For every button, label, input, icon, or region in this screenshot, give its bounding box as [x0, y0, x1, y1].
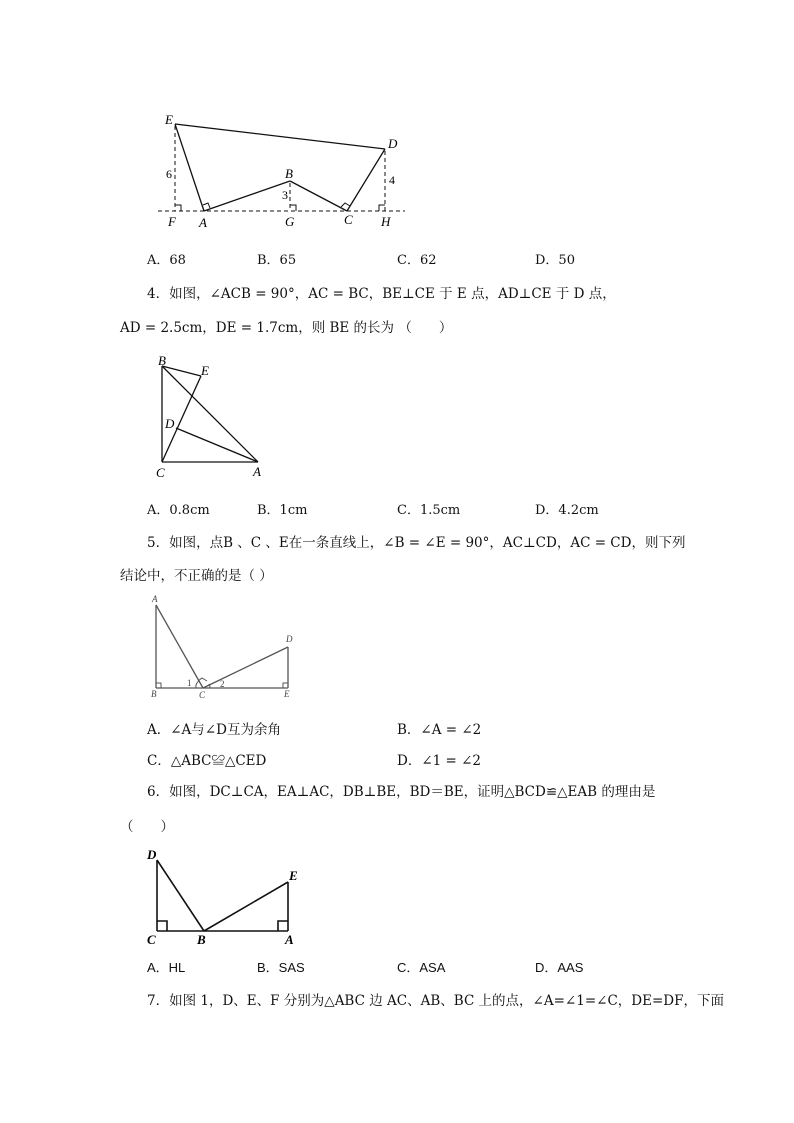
label-E: E: [165, 112, 173, 127]
q3-option-d: D．50: [535, 253, 575, 268]
length-DH: 4: [389, 173, 395, 187]
length-BG: 3: [282, 188, 288, 202]
q3-option-b: B．65: [257, 253, 297, 268]
label-E: E: [201, 363, 209, 378]
label-C: C: [147, 932, 156, 947]
label-A: A: [253, 464, 261, 479]
label-B: B: [151, 689, 157, 699]
label-H: H: [381, 214, 391, 229]
q6-option-c: C．ASA: [397, 960, 446, 975]
q4-option-c: C．1.5cm: [397, 503, 461, 518]
label-C: C: [156, 465, 165, 480]
label-D: D: [165, 416, 175, 431]
label-E: E: [284, 689, 290, 699]
q4-text-line1: 4．如图，∠ACB = 90°，AC = BC，BE⊥CE 于 E 点，AD⊥CE 于 D 点，: [147, 286, 616, 302]
q6-text-line2: （ ）: [120, 819, 174, 835]
q6-text-line1: 6．如图，DC⊥CA，EA⊥AC，DB⊥BE，BD＝BE，证明△BCD≌△EAB 的理由是: [147, 784, 656, 800]
q3-option-a: A．68: [147, 253, 186, 268]
label-F: F: [168, 214, 176, 229]
label-C: C: [199, 690, 206, 700]
q5-text-line2: 结论中，不正确的是（ ）: [120, 568, 273, 584]
label-G: G: [285, 214, 295, 229]
q6-option-b: B．SAS: [257, 960, 305, 975]
q3-option-c: C．62: [397, 253, 437, 268]
q5-option-c: C．△ABC≌△CED: [147, 753, 267, 769]
q5-text-line1: 5．如图，点B 、C 、E在一条直线上，∠B = ∠E = 90°，AC⊥CD，AC = CD，则下列: [147, 535, 686, 551]
label-B: B: [158, 353, 166, 368]
q4-option-b: B．1cm: [257, 503, 308, 518]
label-A: A: [285, 932, 294, 947]
q5-option-a: A．∠A与∠D互为余角: [147, 722, 281, 738]
label-A: A: [199, 215, 207, 230]
q7-text-line1: 7．如图 1，D、E、F 分别为△ABC 边 AC、AB、BC 上的点，∠A=∠1=∠C，DE=DF，下面: [147, 993, 724, 1009]
q6-option-d: D．AAS: [535, 960, 584, 975]
angle-2-label: 2: [220, 679, 225, 689]
label-D: D: [388, 136, 398, 151]
length-EF: 6: [166, 167, 172, 181]
label-C: C: [344, 212, 353, 227]
q4-option-a: A．0.8cm: [147, 503, 210, 518]
label-B: B: [285, 166, 293, 181]
q6-option-a: A．HL: [147, 960, 186, 975]
q5-option-b: B．∠A = ∠2: [397, 722, 482, 738]
q5-option-d: D．∠1 = ∠2: [397, 753, 482, 769]
q4-text-line2: AD = 2.5cm，DE = 1.7cm，则 BE 的长为 （ ）: [120, 320, 453, 336]
angle-1-label: 1: [187, 678, 192, 688]
label-D: D: [286, 634, 293, 644]
q4-option-d: D．4.2cm: [535, 503, 599, 518]
label-A: A: [152, 594, 158, 604]
label-B: B: [197, 932, 206, 947]
label-E: E: [289, 868, 298, 883]
label-D: D: [147, 847, 157, 862]
